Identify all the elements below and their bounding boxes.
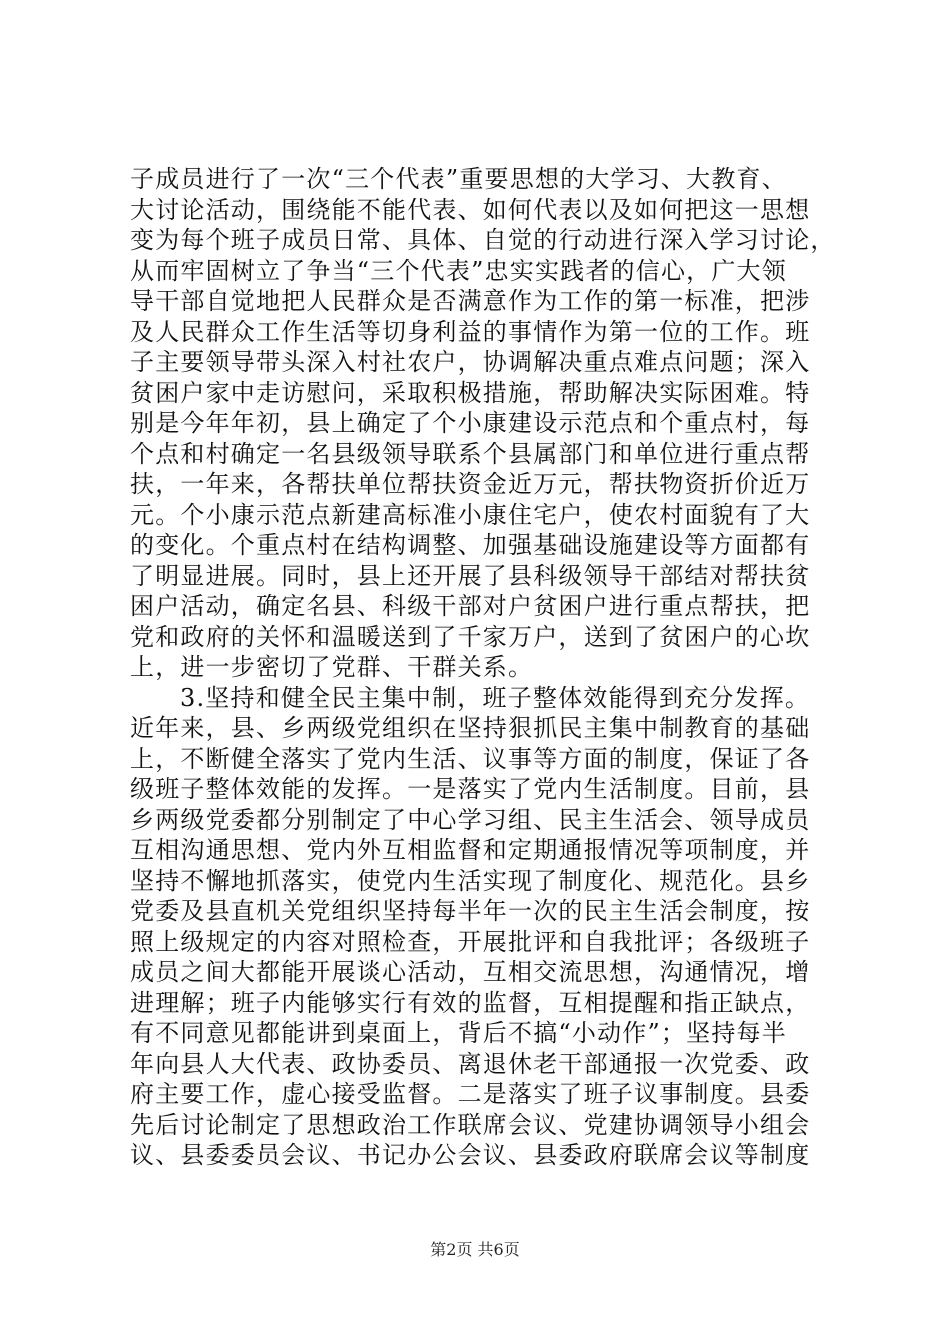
text-line: 级班子整体效能的发挥。一是落实了党内生活制度。目前，县 (130, 775, 811, 803)
section-heading-line: 3.坚持和健全民主集中制，班子整体效能得到充分发挥。 (180, 683, 811, 712)
text-line: 照上级规定的内容对照检查，开展批评和自我批评；各级班子 (130, 927, 811, 956)
text-line: 互相沟通思想、党内外互相监督和定期通报情况等项制度，并 (130, 836, 811, 864)
text-line: 了明显进展。同时，县上还开展了县科级领导干部结对帮扶贫 (130, 561, 811, 590)
text-line: 乡两级党委都分别制定了中心学习组、民主生活会、领导成员 (130, 805, 811, 834)
text-line: 元。个小康示范点新建高标准小康住宅户，使农村面貌有了大 (130, 500, 811, 529)
text-line: 子成员进行了一次“三个代表”重要思想的大学习、大教育、 (130, 165, 787, 193)
text-line: 议、县委委员会议、书记办公会议、县委政府联席会议等制度 (130, 1141, 811, 1169)
text-line: 大讨论活动，围绕能不能代表、如何代表以及如何把这一思想 (130, 195, 811, 224)
text-line: 变为每个班子成员日常、具体、自觉的行动进行深入学习讨论， (130, 226, 836, 254)
text-line: 先后讨论制定了思想政治工作联席会议、党建协调领导小组会 (130, 1110, 811, 1139)
text-line: 成员之间大都能开展谈心活动，互相交流思想，沟通情况，增 (130, 958, 811, 986)
text-line: 子主要领导带头深入村社农户，协调解决重点难点问题；深入 (130, 348, 811, 376)
text-line: 年向县人大代表、政协委员、离退休老干部通报一次党委、政 (130, 1049, 811, 1078)
body-text (130, 164, 836, 1171)
text-line: 坚持不懈地抓落实，使党内生活实现了制度化、规范化。县乡 (130, 866, 811, 895)
text-line: 及人民群众工作生活等切身利益的事情作为第一位的工作。班 (130, 317, 811, 346)
text-line: 扶，一年来，各帮扶单位帮扶资金近万元，帮扶物资折价近万 (130, 470, 811, 498)
text-line: 府主要工作，虚心接受监督。二是落实了班子议事制度。县委 (130, 1080, 811, 1108)
text-line: 困户活动，确定名县、科级干部对户贫困户进行重点帮扶，把 (130, 592, 811, 620)
text-line: 党委及县直机关党组织坚持每半年一次的民主生活会制度，按 (130, 897, 811, 925)
text-line: 个点和村确定一名县级领导联系个县属部门和单位进行重点帮 (130, 439, 811, 468)
text-line: 有不同意见都能讲到桌面上，背后不搞“小动作”；坚持每半 (130, 1019, 787, 1047)
text-line: 上，进一步密切了党群、干群关系。 (130, 653, 534, 681)
text-line: 的变化。个重点村在结构调整、加强基础设施建设等方面都有 (130, 531, 811, 559)
text-line: 上，不断健全落实了党内生活、议事等方面的制度，保证了各 (130, 744, 811, 773)
text-line: 近年来，县、乡两级党组织在坚持狠抓民主集中制教育的基础 (130, 714, 811, 742)
page-number-footer: 第2页 共6页 (430, 1240, 520, 1259)
text-line: 从而牢固树立了争当“三个代表”忠实实践者的信心，广大领 (130, 256, 787, 285)
text-line: 导干部自觉地把人民群众是否满意作为工作的第一标准，把涉 (130, 287, 811, 315)
text-line: 党和政府的关怀和温暖送到了千家万户，送到了贫困户的心坎 (130, 622, 811, 651)
text-line: 别是今年年初，县上确定了个小康建设示范点和个重点村，每 (130, 409, 811, 437)
text-line: 贫困户家中走访慰问，采取积极措施，帮助解决实际困难。特 (130, 378, 811, 407)
text-line: 进理解；班子内能够实行有效的监督，互相提醒和指正缺点， (130, 988, 811, 1017)
